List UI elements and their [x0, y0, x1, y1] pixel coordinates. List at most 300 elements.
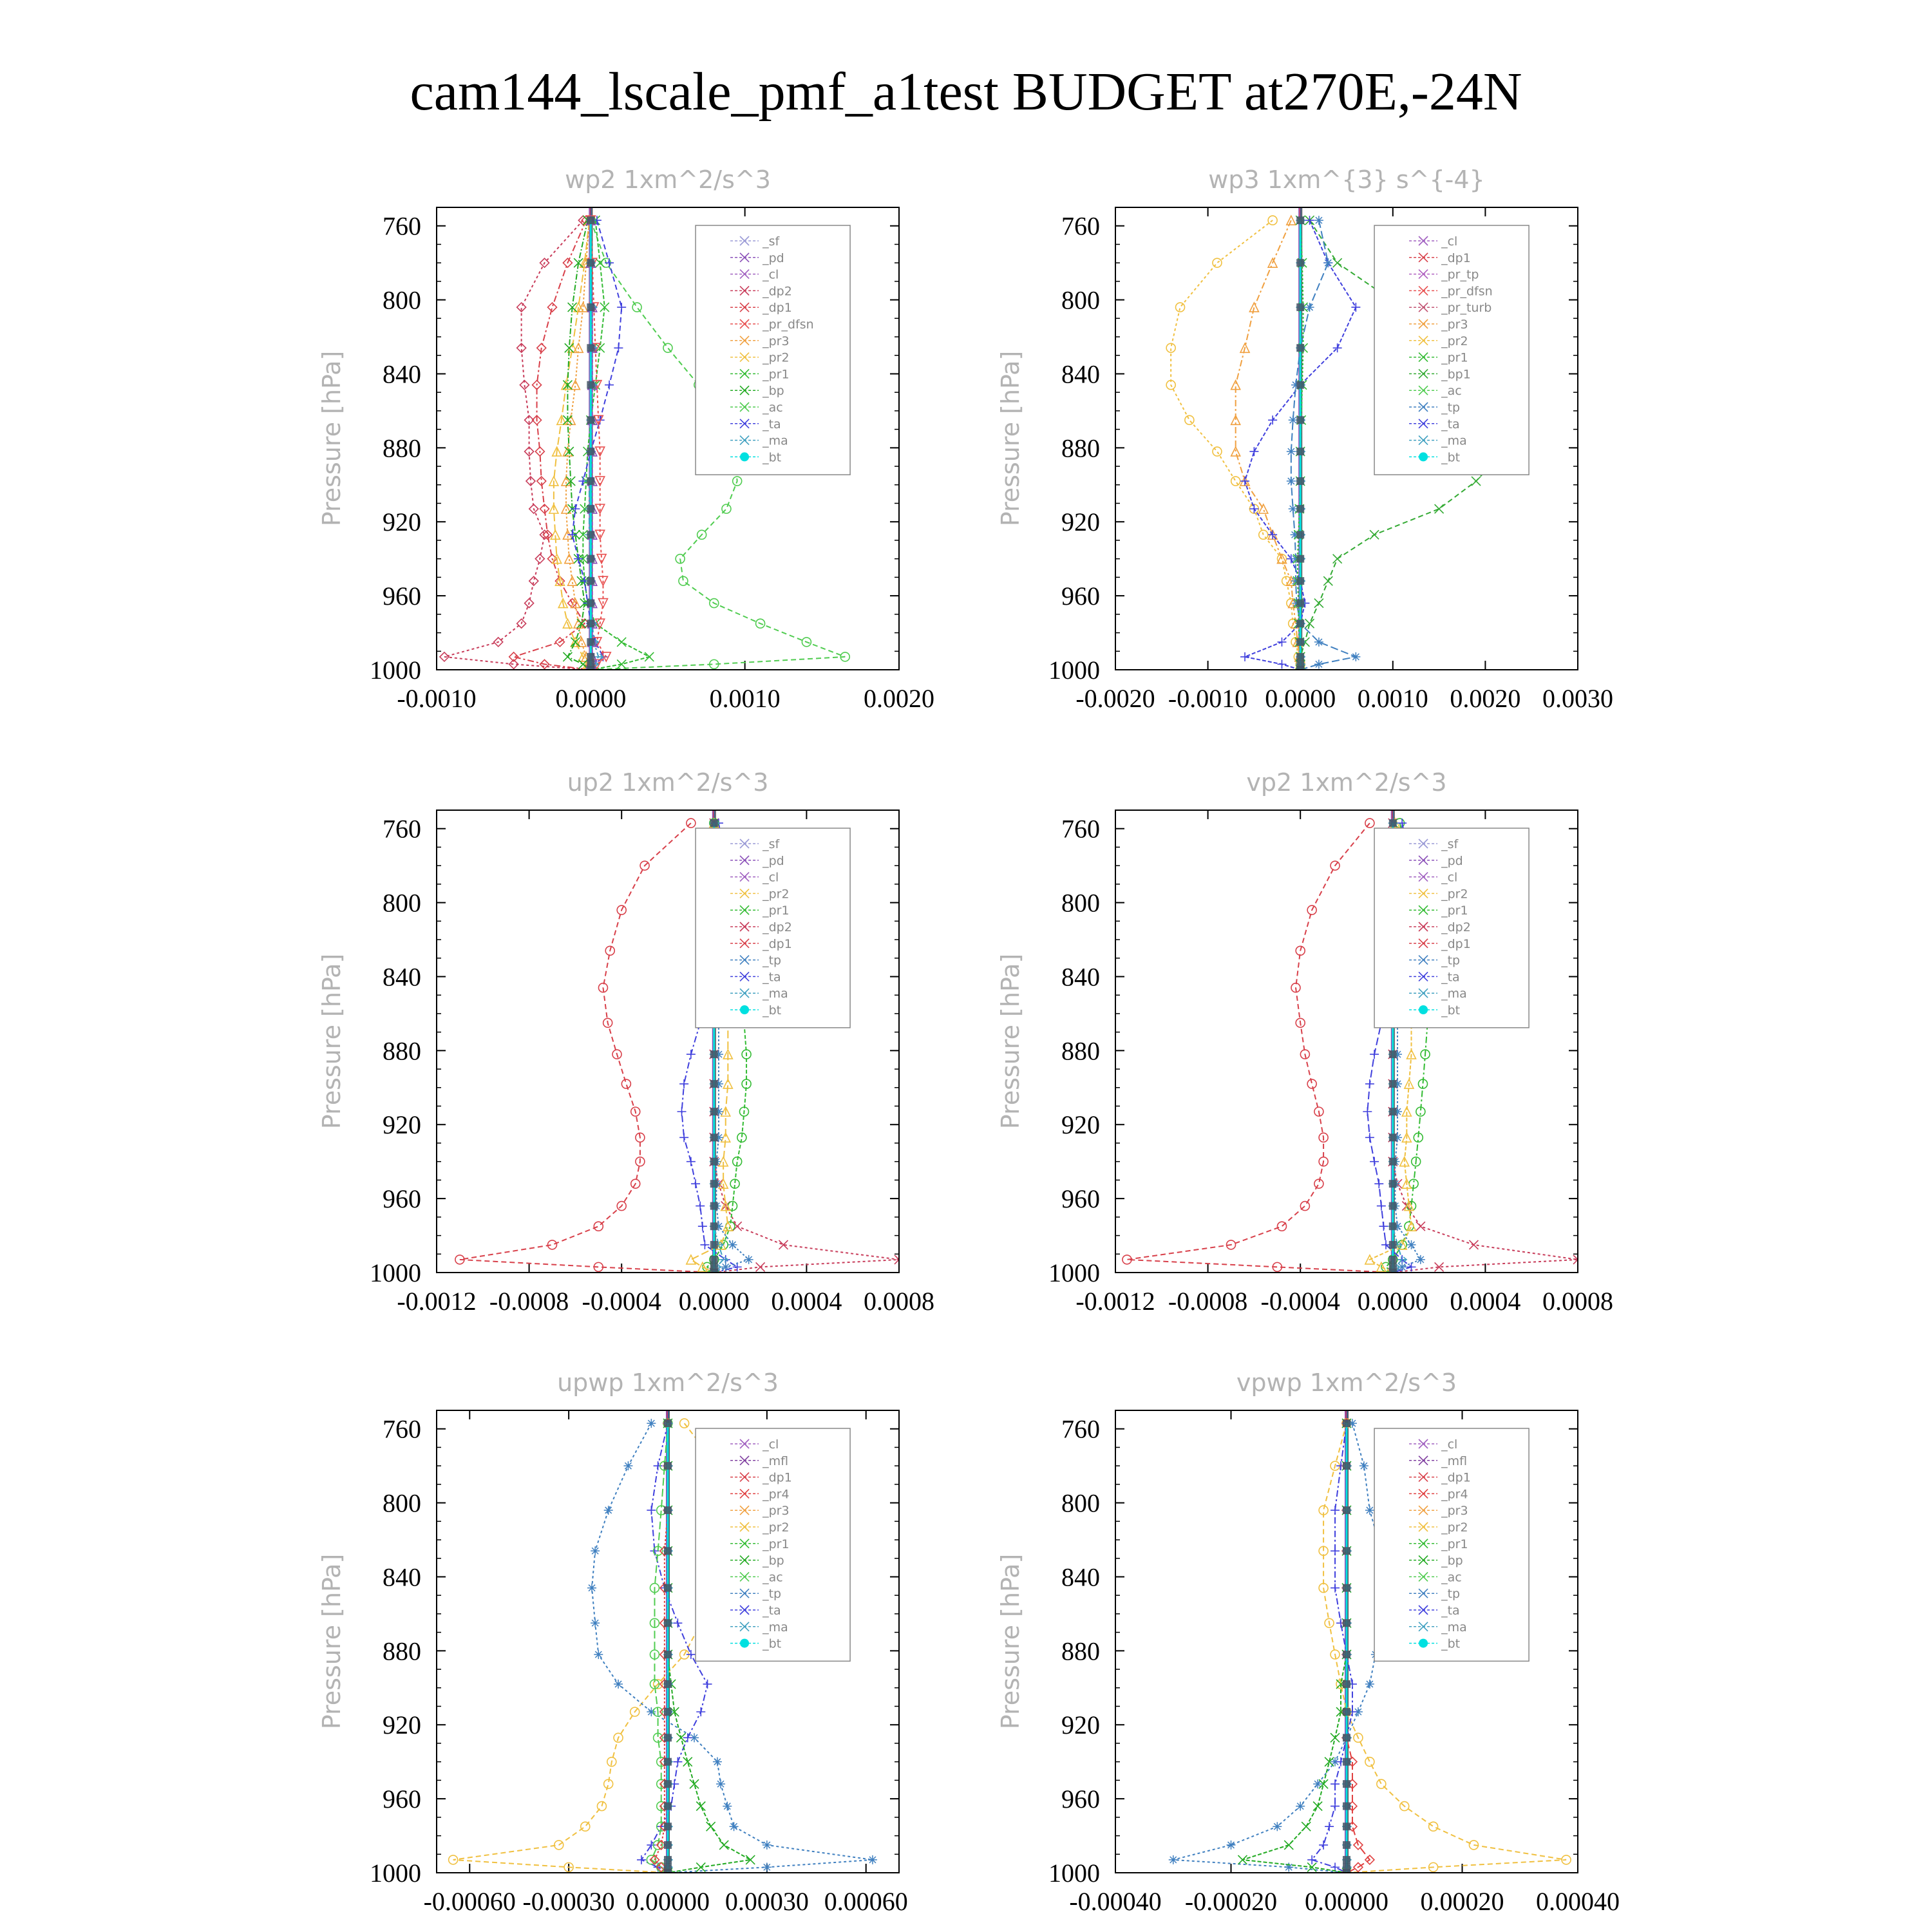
- data-point: [614, 343, 623, 352]
- data-point: [1296, 577, 1304, 585]
- data-point: [587, 638, 594, 646]
- data-point: [710, 1080, 718, 1088]
- data-point: [673, 1757, 682, 1766]
- data-point: [1331, 1506, 1340, 1515]
- legend-label: _pr3: [762, 1504, 790, 1519]
- series-dp1: [1122, 819, 1397, 1277]
- data-point: [713, 1757, 722, 1766]
- data-point: [1238, 1855, 1247, 1864]
- legend-label: _ma: [762, 1620, 788, 1634]
- data-point: [679, 1133, 688, 1142]
- y-tick-label: 840: [383, 962, 421, 992]
- data-point: [591, 1546, 600, 1555]
- legend-label: _pr_dfsn: [762, 317, 814, 332]
- data-point: [1389, 819, 1397, 827]
- x-tick-label: 0.00040: [1536, 1887, 1620, 1916]
- data-point: [1296, 1802, 1305, 1811]
- y-tick-label: 960: [1061, 1184, 1100, 1214]
- data-point: [1343, 1708, 1350, 1716]
- y-tick-label: 760: [1061, 211, 1100, 241]
- data-point: [664, 1708, 672, 1716]
- data-point: [1314, 638, 1323, 647]
- data-point: [1213, 447, 1222, 456]
- y-tick-label: 1000: [370, 1859, 421, 1888]
- legend: [1374, 828, 1529, 1028]
- data-point: [664, 1758, 672, 1766]
- data-point: [1370, 1157, 1379, 1166]
- legend-label: _cl: [762, 1437, 779, 1452]
- legend-label: _sf: [1441, 837, 1459, 851]
- legend-label: _mfl: [1441, 1454, 1468, 1468]
- data-point: [664, 1841, 672, 1849]
- data-point: [696, 1802, 705, 1811]
- data-point: [664, 1506, 672, 1514]
- x-tick-label: -0.00020: [1184, 1887, 1278, 1916]
- y-tick-label: 920: [1061, 507, 1100, 537]
- data-point: [710, 1133, 718, 1141]
- series-line: [460, 823, 714, 1273]
- x-tick-label: 0.0010: [1357, 684, 1428, 713]
- data-point: [587, 416, 594, 424]
- legend-label: _ta: [762, 970, 781, 985]
- legend-label: _bt: [762, 1636, 782, 1651]
- data-point: [1389, 1180, 1397, 1188]
- x-tick-label: 0.00000: [1305, 1887, 1388, 1916]
- x-tick-label: -0.00030: [522, 1887, 615, 1916]
- data-point: [1333, 258, 1342, 267]
- data-point: [691, 1179, 700, 1188]
- data-point: [1389, 1133, 1397, 1141]
- data-point: [664, 1462, 672, 1470]
- legend-label: _sf: [762, 234, 780, 249]
- legend-label: _bp: [1441, 1553, 1463, 1568]
- legend: [696, 828, 850, 1028]
- data-point: [687, 1255, 696, 1264]
- y-tick-label: 840: [1061, 962, 1100, 992]
- legend-label: _pr2: [762, 1520, 790, 1535]
- data-point: [1323, 576, 1332, 585]
- legend-label: _tp: [1441, 1587, 1461, 1602]
- data-point: [594, 1222, 603, 1231]
- legend-label: _tp: [762, 953, 782, 968]
- data-point: [1287, 447, 1296, 456]
- data-point: [1407, 1262, 1416, 1271]
- data-point: [683, 1757, 692, 1766]
- data-point: [1389, 1080, 1397, 1088]
- data-point: [587, 259, 594, 267]
- data-point: [621, 1079, 630, 1088]
- legend-label: _ma: [1441, 1620, 1467, 1634]
- data-point: [1343, 1780, 1350, 1788]
- data-point: [1284, 1862, 1293, 1871]
- x-tick-label: -0.0010: [397, 684, 477, 713]
- data-point: [710, 1241, 718, 1249]
- data-point: [1213, 258, 1222, 267]
- y-tick-label: 1000: [1048, 656, 1100, 685]
- data-point: [687, 1157, 696, 1166]
- data-point: [1325, 1822, 1334, 1831]
- data-point: [664, 1780, 672, 1788]
- data-point: [1296, 344, 1304, 352]
- y-tick-label: 1000: [370, 1258, 421, 1287]
- data-point: [664, 1547, 672, 1555]
- data-point: [762, 1841, 772, 1850]
- legend-label: _bt: [762, 1003, 782, 1018]
- legend-label: _dp1: [762, 936, 792, 951]
- legend-label: _ta: [1441, 417, 1460, 431]
- data-point: [1249, 447, 1258, 456]
- legend-label: _pr2: [762, 350, 790, 365]
- data-point: [1284, 1841, 1293, 1850]
- y-tick-label: 840: [1061, 359, 1100, 389]
- data-point: [728, 1240, 737, 1249]
- legend-label: _bt: [1441, 1003, 1461, 1018]
- data-point: [1331, 1802, 1340, 1811]
- y-tick-label: 920: [383, 507, 421, 537]
- y-tick-label: 800: [1061, 1488, 1100, 1518]
- y-tick-label: 920: [1061, 1110, 1100, 1140]
- data-point: [1343, 1651, 1350, 1658]
- legend-label: _cl: [1441, 870, 1458, 885]
- data-point: [664, 1734, 672, 1741]
- data-point: [1365, 1757, 1374, 1766]
- data-point: [722, 504, 731, 513]
- data-point: [594, 1650, 603, 1659]
- legend-label: _dp1: [1441, 251, 1471, 265]
- y-tick-label: 760: [1061, 1414, 1100, 1444]
- series-ta: [568, 216, 627, 674]
- data-point: [1259, 504, 1268, 513]
- data-point: [1389, 1241, 1397, 1249]
- data-point: [1374, 1179, 1383, 1188]
- data-point: [587, 303, 594, 311]
- data-point: [679, 1079, 688, 1088]
- y-axis-label: Pressure [hPa]: [996, 953, 1025, 1130]
- data-point: [587, 381, 594, 389]
- data-point: [1296, 505, 1304, 513]
- data-point: [664, 1856, 672, 1864]
- legend-label: _dp1: [762, 301, 792, 316]
- legend-label: _pd: [762, 853, 784, 868]
- panels: [317, 166, 1620, 1916]
- data-point: [664, 1823, 672, 1830]
- y-axis-label: Pressure [hPa]: [317, 953, 346, 1130]
- panel-3: [317, 768, 934, 1316]
- data-point: [1429, 1822, 1438, 1831]
- data-point: [1314, 216, 1323, 225]
- panel-title: upwp 1xm^2/s^3: [557, 1368, 779, 1397]
- x-tick-label: 0.0004: [771, 1287, 842, 1316]
- data-point: [1331, 1733, 1340, 1742]
- legend-label: _pr1: [1441, 904, 1468, 918]
- data-point: [1323, 258, 1332, 267]
- data-point: [1407, 1240, 1416, 1249]
- data-point: [664, 1680, 672, 1688]
- data-point: [587, 620, 594, 627]
- y-tick-label: 800: [383, 888, 421, 918]
- legend-marker: [1419, 1639, 1428, 1648]
- data-point: [565, 447, 574, 456]
- data-point: [687, 1050, 696, 1059]
- legend: [696, 1428, 850, 1661]
- data-point: [1416, 1222, 1425, 1231]
- y-tick-label: 960: [1061, 1785, 1100, 1814]
- data-point: [587, 477, 594, 485]
- data-point: [721, 1262, 730, 1271]
- legend-label: _ta: [1441, 1604, 1460, 1618]
- x-tick-label: -0.0004: [1260, 1287, 1340, 1316]
- data-point: [1343, 1506, 1350, 1514]
- data-point: [703, 1680, 712, 1689]
- legend-label: _pr3: [1441, 1504, 1468, 1519]
- legend-label: _pr1: [1441, 350, 1468, 365]
- y-tick-label: 840: [1061, 1562, 1100, 1592]
- legend-label: _dp1: [1441, 1470, 1471, 1485]
- data-point: [1343, 1584, 1350, 1592]
- legend-label: _ma: [762, 987, 788, 1001]
- data-point: [1185, 415, 1194, 424]
- data-point: [1296, 216, 1304, 224]
- data-point: [587, 600, 594, 607]
- panel-title: wp2 1xm^2/s^3: [565, 166, 771, 194]
- data-point: [710, 1202, 718, 1210]
- data-point: [696, 1707, 705, 1716]
- data-point: [1343, 1841, 1350, 1849]
- y-tick-label: 840: [383, 1562, 421, 1592]
- series-tp: [1169, 1419, 1392, 1877]
- y-tick-label: 800: [1061, 285, 1100, 315]
- series-dp1: [455, 819, 719, 1277]
- data-point: [587, 505, 594, 513]
- legend-marker: [1419, 452, 1428, 461]
- series-line: [453, 1423, 734, 1873]
- x-tick-label: 0.0030: [1542, 684, 1613, 713]
- panel-title: vpwp 1xm^2/s^3: [1236, 1368, 1457, 1397]
- data-point: [1176, 303, 1185, 312]
- data-point: [1343, 1547, 1350, 1555]
- data-point: [1343, 1758, 1350, 1766]
- data-point: [1343, 1856, 1350, 1864]
- x-tick-label: 0.0020: [1450, 684, 1521, 713]
- y-tick-label: 920: [383, 1710, 421, 1740]
- legend-marker: [1419, 1005, 1428, 1014]
- panel-title: wp3 1xm^{3} s^{-4}: [1208, 166, 1485, 194]
- x-tick-label: -0.0012: [397, 1287, 477, 1316]
- x-tick-label: 0.0008: [1542, 1287, 1613, 1316]
- data-point: [1472, 477, 1481, 486]
- legend-label: _cl: [1441, 1437, 1458, 1452]
- data-point: [710, 1050, 718, 1058]
- data-point: [1351, 303, 1360, 312]
- data-point: [1351, 652, 1360, 661]
- data-point: [1343, 1803, 1350, 1810]
- legend-label: _pr1: [762, 904, 790, 918]
- y-tick-label: 880: [383, 433, 421, 463]
- data-point: [1343, 1462, 1350, 1470]
- data-point: [1343, 1734, 1350, 1741]
- data-point: [1389, 1108, 1397, 1115]
- data-point: [1319, 1841, 1328, 1850]
- data-point: [1302, 1822, 1311, 1831]
- y-tick-label: 960: [383, 1785, 421, 1814]
- legend-label: _pr_dfsn: [1441, 284, 1493, 299]
- data-point: [1231, 447, 1240, 456]
- legend-label: _bt: [762, 450, 782, 465]
- data-point: [563, 652, 572, 661]
- x-tick-label: -0.00060: [423, 1887, 516, 1916]
- data-point: [1370, 1050, 1379, 1059]
- data-point: [1365, 1506, 1374, 1515]
- x-tick-label: 0.0000: [1357, 1287, 1428, 1316]
- data-point: [710, 1108, 718, 1115]
- legend-label: _mfl: [762, 1454, 789, 1468]
- x-tick-label: 0.00000: [626, 1887, 710, 1916]
- data-point: [591, 1618, 600, 1627]
- data-point: [710, 1180, 718, 1188]
- data-point: [1307, 1079, 1316, 1088]
- data-point: [587, 1584, 596, 1593]
- data-point: [548, 303, 557, 312]
- x-tick-label: -0.0008: [1168, 1287, 1248, 1316]
- legend-label: _ta: [1441, 970, 1460, 985]
- data-point: [664, 1619, 672, 1627]
- series-line: [573, 220, 622, 670]
- x-tick-label: -0.00040: [1069, 1887, 1162, 1916]
- legend-label: _bp1: [1441, 367, 1471, 382]
- legend-label: _pr3: [762, 334, 790, 348]
- data-point: [571, 638, 580, 647]
- panel-1: [317, 166, 934, 713]
- panel-6: [996, 1368, 1620, 1916]
- data-point: [1365, 1079, 1374, 1088]
- data-point: [710, 1222, 718, 1230]
- y-tick-label: 1000: [1048, 1859, 1100, 1888]
- data-point: [647, 1506, 656, 1515]
- data-point: [1287, 477, 1296, 486]
- legend-label: _tp: [762, 1587, 782, 1602]
- data-point: [1363, 1107, 1372, 1116]
- data-point: [1273, 1822, 1282, 1831]
- data-point: [719, 1841, 728, 1850]
- data-point: [1389, 1050, 1397, 1058]
- x-tick-label: -0.0020: [1075, 684, 1155, 713]
- data-point: [645, 652, 654, 661]
- data-point: [1359, 1461, 1368, 1470]
- x-tick-label: -0.0010: [1168, 684, 1248, 713]
- y-tick-label: 880: [383, 1036, 421, 1066]
- legend-label: _cl: [1441, 234, 1458, 249]
- data-point: [706, 1822, 715, 1831]
- legend-marker: [740, 1639, 749, 1648]
- data-point: [1305, 619, 1314, 628]
- data-point: [664, 1584, 672, 1592]
- data-point: [587, 531, 594, 538]
- x-tick-label: 0.0020: [864, 684, 934, 713]
- data-point: [1296, 303, 1304, 311]
- data-point: [605, 258, 614, 267]
- data-point: [1435, 504, 1444, 513]
- panel-title: up2 1xm^2/s^3: [567, 768, 769, 797]
- legend-label: _pr4: [762, 1487, 790, 1502]
- data-point: [623, 1461, 632, 1470]
- series-line: [1173, 1423, 1387, 1873]
- data-point: [587, 344, 594, 352]
- x-tick-label: 0.0000: [555, 684, 627, 713]
- legend-label: _tp: [1441, 401, 1461, 415]
- legend-label: _bt: [1441, 450, 1461, 465]
- y-tick-label: 1000: [1048, 1258, 1100, 1287]
- legend: [1374, 225, 1529, 475]
- data-point: [581, 1822, 590, 1831]
- series-bt: [1343, 1419, 1350, 1877]
- legend-label: _cl: [762, 870, 779, 885]
- y-tick-label: 880: [1061, 1636, 1100, 1666]
- data-point: [1296, 381, 1304, 389]
- data-point: [710, 819, 718, 827]
- legend-label: _ta: [762, 1604, 781, 1618]
- legend-label: _cl: [762, 267, 779, 282]
- y-tick-label: 960: [1061, 582, 1100, 611]
- legend-label: _dp2: [1441, 920, 1471, 934]
- legend-label: _pr2: [762, 887, 790, 902]
- legend-label: _pr2: [1441, 334, 1468, 348]
- series-pr2: [449, 1419, 739, 1877]
- legend-label: _pr1: [762, 1537, 790, 1551]
- panel-2: [996, 166, 1613, 713]
- x-tick-label: -0.0012: [1075, 1287, 1155, 1316]
- data-point: [1343, 1680, 1350, 1688]
- y-axis-label: Pressure [hPa]: [317, 350, 346, 527]
- legend-label: _ac: [762, 401, 783, 415]
- data-point: [1249, 303, 1258, 312]
- legend-label: _ma: [762, 433, 788, 448]
- data-point: [663, 343, 672, 352]
- legend-label: _dp1: [762, 1470, 792, 1485]
- y-tick-label: 800: [1061, 888, 1100, 918]
- y-tick-label: 880: [1061, 433, 1100, 463]
- x-tick-label: 0.0004: [1450, 1287, 1521, 1316]
- data-point: [1296, 448, 1304, 455]
- data-point: [1416, 1255, 1425, 1264]
- data-point: [1343, 1619, 1350, 1627]
- legend-label: _pr_tp: [1441, 267, 1479, 282]
- data-point: [1240, 477, 1249, 486]
- legend-label: _pr2: [1441, 887, 1468, 902]
- data-point: [1296, 638, 1304, 646]
- figure-title: cam144_lscale_pmf_a1test BUDGET at270E,-24N: [410, 62, 1522, 122]
- data-point: [1296, 477, 1304, 485]
- legend-label: _pr_turb: [1441, 301, 1492, 316]
- legend-label: _ac: [1441, 1570, 1462, 1585]
- data-point: [571, 381, 580, 390]
- data-point: [1296, 653, 1304, 661]
- data-point: [632, 303, 641, 312]
- data-point: [1343, 1419, 1350, 1427]
- data-point: [1231, 477, 1240, 486]
- data-point: [868, 1855, 877, 1864]
- data-point: [562, 477, 571, 486]
- x-tick-label: 0.0000: [678, 1287, 750, 1316]
- legend-label: _pr4: [1441, 1487, 1468, 1502]
- y-tick-label: 760: [383, 814, 421, 844]
- y-tick-label: 760: [383, 1414, 421, 1444]
- y-axis-label: Pressure [hPa]: [996, 1553, 1025, 1730]
- data-point: [730, 1822, 739, 1831]
- data-point: [1313, 1802, 1322, 1811]
- legend-marker: [740, 1005, 749, 1014]
- data-point: [664, 1419, 672, 1427]
- data-point: [1343, 1823, 1350, 1830]
